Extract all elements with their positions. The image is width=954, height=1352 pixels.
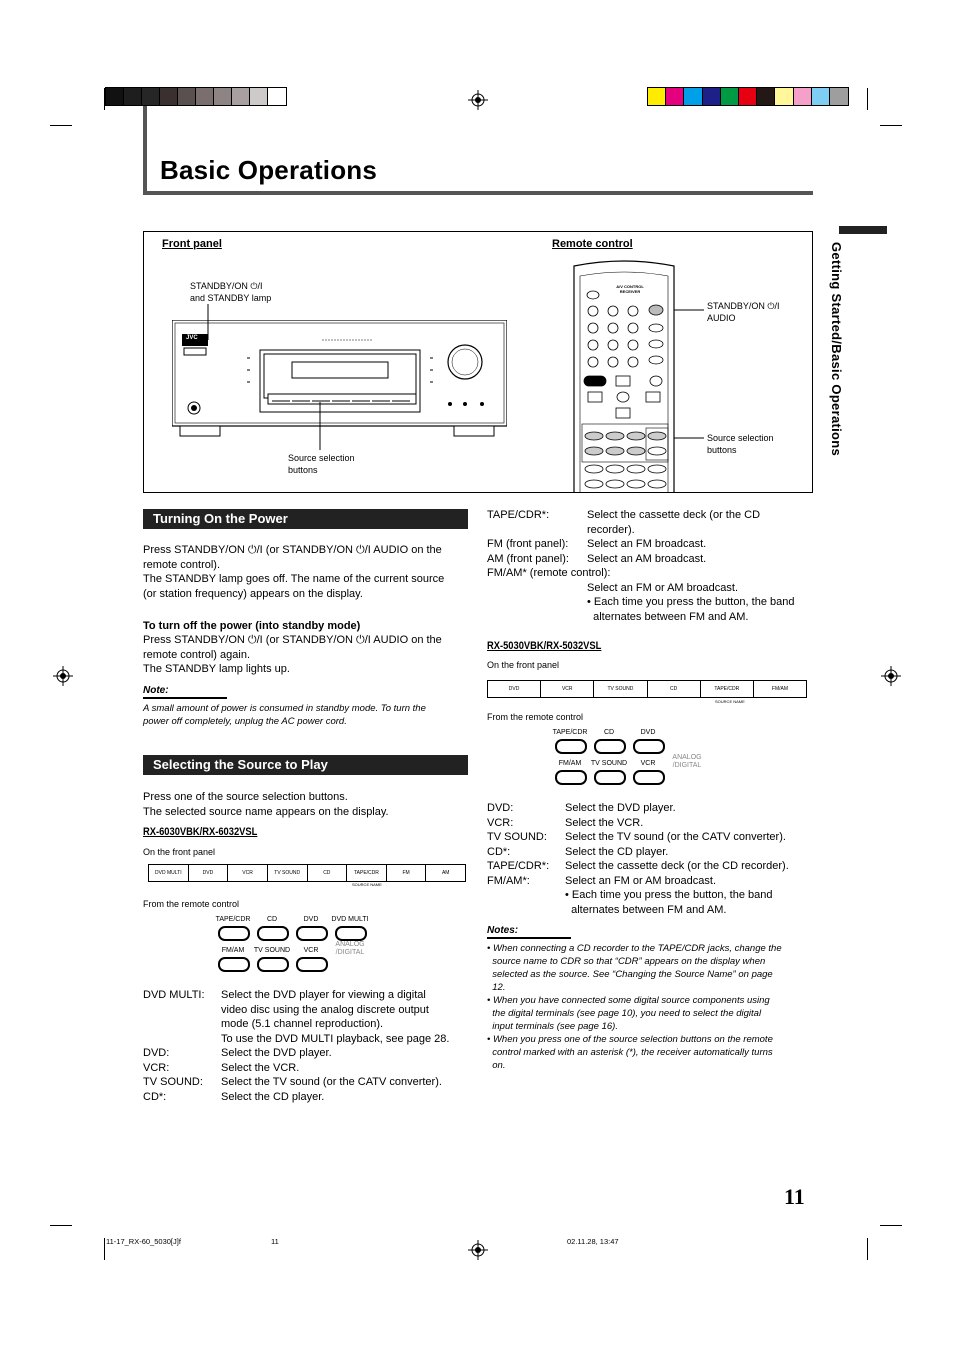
crop-mark [50,125,72,126]
definition-text: Select an AM broadcast. [587,552,707,565]
text-line: A small amount of power is consumed in standby mode. To turn the [143,703,426,714]
text-line: source name to CDR so that “CDR” appears on the display when [487,956,766,967]
registration-target-icon [53,666,73,686]
definition-row [487,830,817,845]
crop-mark [880,125,902,126]
remote-button-label: DVD MULTI [331,916,369,923]
remote-source-button[interactable] [296,926,328,941]
footer-file: 11-17_RX-60_5030[J]f [106,1237,181,1246]
callout-line: Source selection [288,453,355,463]
definition-row [143,1003,473,1018]
text-line: remote control) again. [143,648,250,661]
analog-digital-label: ANALOG /DIGITAL [672,754,702,769]
callout-lines [144,232,812,492]
calibration-swatch [812,88,830,105]
remote-caption-b: From the remote control [487,712,584,722]
front-panel-caption-a: On the front panel [143,847,216,857]
strip-cell: AM [441,870,450,876]
definition-term: CD*: [143,1090,167,1103]
calibration-swatch [160,88,178,105]
callout-line: AUDIO [707,313,736,323]
definition-text: Select the VCR. [565,816,644,829]
calibration-swatch [757,88,775,105]
note-rule [143,697,227,699]
text-line: • When you have connected some digital source components using [487,995,770,1006]
definition-row [487,888,817,903]
definition-text: Select the CD player. [565,845,669,858]
strip-cell: TAPE/CDR [701,681,754,697]
page-title: Basic Operations [160,155,378,185]
text-line: remote control). [143,558,221,571]
definition-row [487,595,817,610]
strip-cell: DVD [488,681,541,697]
remote-source-button[interactable] [594,770,626,785]
calibration-swatch [703,88,721,105]
crop-mark [104,88,105,110]
front-panel-label: Front panel [162,238,222,250]
turning-on-para1 [143,543,473,601]
definition-text: recorder). [587,523,635,536]
definition-text: To use the DVD MULTI playback, see page 28. [221,1032,450,1045]
title-rule-horizontal [143,191,813,195]
remote-button-label: TAPE/CDR [215,916,251,923]
crop-mark [867,1238,868,1260]
definition-text: Select the TV sound (or the CATV converter). [565,831,786,843]
definition-text: mode (5.1 channel reproduction). [221,1018,384,1030]
calibration-swatch [196,88,214,105]
text-line: Press STANDBY/ON ⏻/I (or STANDBY/ON ⏻/I AUDIO on the [143,544,442,556]
remote-source-button[interactable] [633,739,665,754]
text-line: 12. [487,982,506,993]
definition-row [143,1017,473,1032]
remote-source-button[interactable] [555,739,587,754]
remote-source-button[interactable] [218,957,250,972]
calibration-swatch [666,88,684,105]
crop-mark [104,1238,105,1260]
calibration-swatch [830,88,848,105]
text-line: The STANDBY lamp lights up. [143,663,290,675]
definition-row [143,1046,473,1061]
definition-row [487,581,817,596]
remote-button-label: DVD [303,916,319,923]
remote-button-label: VCR [303,947,319,954]
definition-row [487,845,817,860]
registration-target-icon [881,666,901,686]
callout-line: buttons [707,445,737,455]
definition-term: AM (front panel): [487,552,569,565]
callout-line: buttons [288,465,318,475]
calibration-swatch [106,88,124,105]
strip-cell: DVD MULTI [149,865,189,881]
remote-button-label: CD [266,916,278,923]
side-tab-bar [839,226,887,234]
calibration-swatch [250,88,268,105]
strip-cell: VCR [541,681,594,697]
remote-source-button[interactable] [555,770,587,785]
definition-text: Select the cassette deck (or the CD [587,509,761,521]
definition-row [487,610,817,625]
definition-term: VCR: [487,816,514,829]
strip-cell: CD [648,681,701,697]
turning-on-para2 [143,633,473,677]
strip-cell: TV SOUND [594,681,647,697]
definition-text: Select the VCR. [221,1061,300,1074]
remote-source-button[interactable] [218,926,250,941]
calibration-swatch [721,88,739,105]
definition-row [487,874,817,889]
remote-button-label: VCR [640,760,656,767]
calibration-swatch [142,88,160,105]
definition-row [487,552,817,567]
remote-source-button[interactable] [296,957,328,972]
definition-term: CD*: [487,845,511,858]
remote-button-label: FM/AM [221,947,245,954]
remote-button-label: TV SOUND [590,760,628,767]
definition-term: DVD MULTI: [143,989,205,1001]
registration-target-icon [468,90,488,110]
notes-label: Notes: [487,925,519,936]
text-line: the digital terminals (see page 10), you need to select the digital [487,1008,762,1019]
definition-term: FM/AM*: [487,874,530,887]
definition-row [487,903,817,918]
strip-caption-a: SOURCE NAME [352,882,382,887]
crop-mark [867,88,868,110]
definition-row [487,816,817,831]
remote-source-button[interactable] [257,957,289,972]
crop-mark [880,1225,902,1226]
side-tab-label: Getting Started/Basic Operations [829,242,844,457]
footer-page: 11 [271,1237,279,1246]
calibration-swatch [648,88,666,105]
selecting-heading: Selecting the Source to Play [143,755,468,775]
remote-header-label: A/V CONTROL RECEIVER [616,284,644,294]
text-line: power off completely, unplug the AC power cord. [143,716,347,727]
calibration-swatch [794,88,812,105]
definition-term: FM/AM* (remote control): [487,567,611,579]
definition-term: TV SOUND: [487,831,547,843]
text-line: Press STANDBY/ON ⏻/I (or STANDBY/ON ⏻/I AUDIO on the [143,634,442,646]
definition-row [487,566,817,581]
definition-row [487,859,817,874]
definition-term: DVD: [143,1047,170,1059]
note-item [487,1033,817,1072]
model-heading-b: RX-5030VBK/RX-5032VSL [487,640,602,652]
strip-caption-b: SOURCE NAME [715,699,745,704]
definition-row [143,1090,473,1105]
callout-line: Source selection [707,433,774,443]
definition-text: • Each time you press the button, the band [565,889,773,901]
remote-button-label: TV SOUND [253,947,291,954]
definition-term: DVD: [487,802,514,814]
source-name-strip-a [148,864,466,882]
text-line: • When connecting a CD recorder to the TAPE/CDR jacks, change the [487,943,782,954]
remote-buttons-a [215,916,388,972]
definition-row [143,1061,473,1076]
strip-cell: DVD [189,865,229,881]
definition-row [143,1075,473,1090]
remote-button-label: DVD [640,729,656,736]
strip-cell: FM/AM [771,686,788,692]
definition-text: Select the TV sound (or the CATV converter). [221,1076,442,1088]
notes-list [487,942,817,1072]
remote-buttons-b [552,729,725,785]
notes-rule [487,937,571,939]
calibration-swatch [775,88,793,105]
remote-source-button[interactable] [633,770,665,785]
strip-cell: TAPE/CDR [347,865,387,881]
remote-source-button[interactable] [257,926,289,941]
definition-row [143,988,473,1003]
definition-text: Select the cassette deck (or the CD recorder). [565,860,789,872]
front-panel-caption-b: On the front panel [487,660,560,670]
calibration-swatch [232,88,250,105]
definition-term: FM (front panel): [487,538,569,550]
remote-source-button[interactable] [594,739,626,754]
text-line: selected as the source. See “Changing the Source Name” on page [487,969,773,980]
text-line: The STANDBY lamp goes off. The name of the current source [143,573,445,585]
selecting-para [143,790,389,819]
remote-button-label: FM/AM [558,760,582,767]
callout-line: STANDBY/ON ⏻/I [707,301,780,311]
definitions-top [487,508,817,628]
definition-text: Select the DVD player. [221,1047,332,1059]
definition-term: TAPE/CDR*: [487,509,550,521]
strip-cell: CD [308,865,348,881]
definition-row [487,801,817,816]
calibration-swatch [268,88,286,105]
strip-cell: VCR [228,865,268,881]
text-line: input terminals (see page 16). [487,1021,618,1032]
remote-control-label: Remote control [552,238,633,250]
callout-line: STANDBY/ON ⏻/I [190,281,263,291]
definition-term: TV SOUND: [143,1076,203,1088]
source-name-strip-b [487,680,807,698]
strip-cell: FM [387,865,427,881]
definitions-a [143,988,473,1108]
definition-text: alternates between FM and AM. [587,610,749,623]
definition-text: Select the DVD player. [565,802,676,814]
definition-row [143,1032,473,1047]
definition-text: • Each time you press the button, the band [587,596,795,608]
calibration-swatch [178,88,196,105]
text-line: The selected source name appears on the display. [143,805,389,818]
remote-button-label: TAPE/CDR [552,729,588,736]
calibration-swatch [124,88,142,105]
remote-source-button[interactable] [335,926,367,941]
strip-cell: TV SOUND [268,865,308,881]
definition-term: TAPE/CDR*: [487,860,550,872]
text-line: Press one of the source selection buttons. [143,791,348,803]
definition-text: Select an FM or AM broadcast. [587,581,739,594]
side-tab [829,242,852,457]
definition-term: VCR: [143,1061,170,1074]
text-line: (or station frequency) appears on the display. [143,587,363,600]
analog-digital-label: ANALOG /DIGITAL [335,941,365,956]
callout-line: and STANDBY lamp [190,293,272,303]
definition-text: Select an FM broadcast. [587,538,707,550]
jvc-logo: JVC [186,335,198,341]
note-text [143,702,473,728]
text-line: • When you press one of the source selection buttons on the remote [487,1034,773,1045]
page-number: 11 [784,1184,805,1209]
definition-row [487,537,817,552]
title-rule-vertical [143,105,147,195]
figure-box [143,231,813,493]
calibration-swatch [739,88,757,105]
model-heading-a: RX-6030VBK/RX-6032VSL [143,826,258,838]
definition-text: video disc using the analog discrete output [221,1003,429,1016]
registration-target-icon [468,1240,488,1260]
crop-mark [50,1225,72,1226]
turning-on-heading: Turning On the Power [143,509,468,529]
definition-text: alternates between FM and AM. [565,903,727,916]
definition-text: Select the DVD player for viewing a digital [221,989,426,1001]
note-item [487,942,817,994]
definition-text: Select the CD player. [221,1090,325,1103]
standby-subhead: To turn off the power (into standby mode) [143,620,361,632]
definition-row [487,508,817,523]
definition-text: Select an FM or AM broadcast. [565,874,717,887]
calibration-swatch [684,88,702,105]
text-line: on. [487,1060,506,1071]
remote-button-label: CD [603,729,615,736]
calibration-swatch [214,88,232,105]
definitions-b [487,801,817,921]
note-item [487,994,817,1033]
text-line: control marked with an asterisk (*), the receiver automatically turns [487,1047,773,1058]
remote-caption-a: From the remote control [143,899,240,909]
definition-row [487,523,817,538]
footer-date: 02.11.28, 13:47 [567,1237,619,1246]
note-label: Note: [143,685,169,696]
